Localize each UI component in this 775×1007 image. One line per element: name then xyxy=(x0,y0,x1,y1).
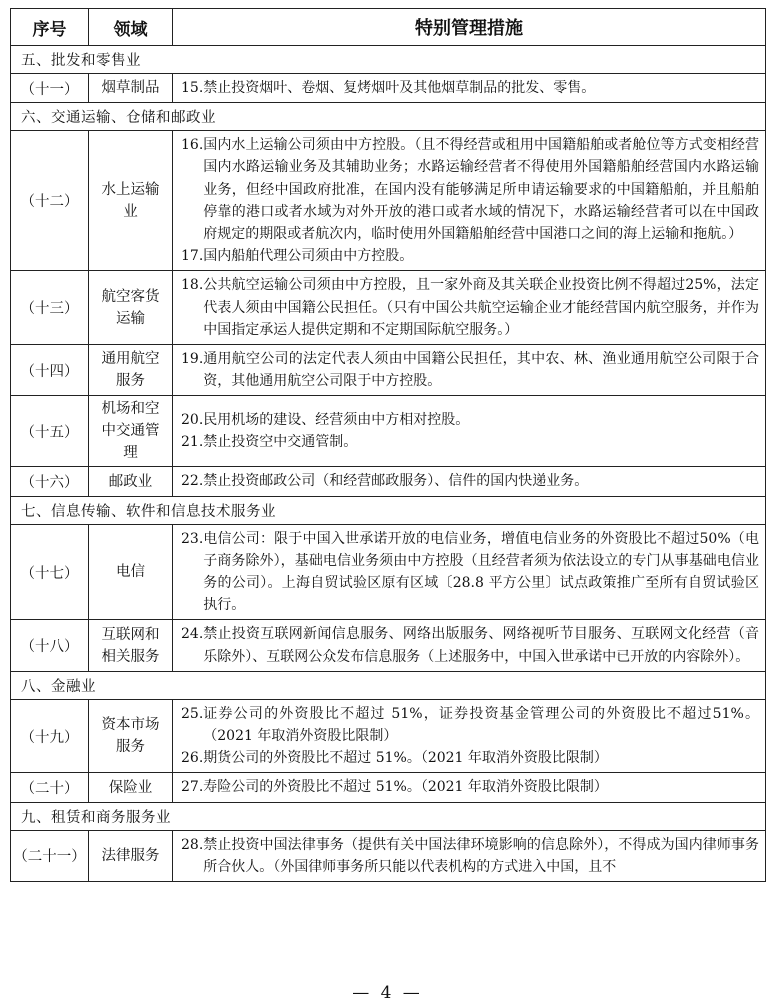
field-name: 通用航空服务 xyxy=(89,345,173,396)
measure-item xyxy=(181,409,759,431)
measure-number: 27. xyxy=(181,779,204,796)
measure-text: 通用航空公司的法定代表人须由中国籍公民担任，其中农、林、渔业通用航空公司限于合资，其他通用航空公司限于中方控股。 xyxy=(203,351,759,390)
header-serial: 序号 xyxy=(11,9,89,46)
field-name: 邮政业 xyxy=(89,467,173,496)
measures-cell xyxy=(173,345,766,396)
measure-text: 国内船舶代理公司须由中方控股。 xyxy=(203,248,414,265)
serial-number: （十八） xyxy=(11,620,89,671)
header-measures: 特别管理措施 xyxy=(173,9,766,46)
table-row xyxy=(11,271,766,345)
section-title: 六、交通运输、仓储和邮政业 xyxy=(11,103,766,131)
measures-cell xyxy=(173,467,766,496)
measure-number: 15. xyxy=(181,80,204,96)
measure-item xyxy=(181,77,759,99)
measure-number: 22. xyxy=(181,473,204,490)
serial-number: （十四） xyxy=(11,345,89,396)
field-name: 法律服务 xyxy=(89,830,173,881)
measure-text: 禁止投资邮政公司（和经营邮政服务）、信件的国内快递业务。 xyxy=(203,473,589,490)
measure-text: 禁止投资互联网新闻信息服务、网络出版服务、网络视听节目服务、互联网文化经营（音乐除外）、互联网公众发布信息服务（上述服务中，中国入世承诺中已开放的内容除外）。 xyxy=(203,626,759,665)
measure-text: 禁止投资空中交通管制。 xyxy=(203,434,358,451)
measure-text: 公共航空运输公司须由中方控股，且一家外商及其关联企业投资比例不得超过25%，法定代表人须由中国籍公民担任。（只有中国公共航空运输企业才能经营国内航空服务，并作为中国指定承运人提供定期和不定期国际航空服务。） xyxy=(203,277,759,338)
measure-number: 17. xyxy=(181,248,204,265)
table-row xyxy=(11,396,766,467)
page-number: — 4 — xyxy=(352,983,423,1003)
measures-cell xyxy=(173,699,766,773)
section-row xyxy=(11,103,766,131)
table-row xyxy=(11,74,766,103)
field-name: 互联网和相关服务 xyxy=(89,620,173,671)
measure-item xyxy=(181,134,759,245)
serial-number: （十二） xyxy=(11,131,89,271)
measure-number: 16. xyxy=(181,137,204,154)
table-row xyxy=(11,467,766,496)
section-title: 九、租赁和商务服务业 xyxy=(11,802,766,830)
measure-text: 民用机场的建设、经营须由中方相对控股。 xyxy=(203,412,470,429)
serial-number: （十九） xyxy=(11,699,89,773)
measure-item xyxy=(181,776,759,798)
measure-text: 禁止投资中国法律事务（提供有关中国法律环境影响的信息除外），不得成为国内律师事务所合伙人。（外国律师事务所只能以代表机构的方式进入中国，且不 xyxy=(203,836,759,875)
section-row xyxy=(11,802,766,830)
measure-item xyxy=(181,470,759,492)
measures-cell xyxy=(173,131,766,271)
measures-cell xyxy=(173,396,766,467)
measure-item xyxy=(181,431,759,453)
measures-cell xyxy=(173,271,766,345)
table-row xyxy=(11,345,766,396)
header-row xyxy=(11,9,766,46)
field-name: 资本市场服务 xyxy=(89,699,173,773)
measure-text: 电信公司：限于中国入世承诺开放的电信业务，增值电信业务的外资股比不超过50%（电子商务除外），基础电信业务须由中方控股（且经营者须为依法设立的专门从事基础电信业务的公司）。上海自贸试验区原有区域〔28.8 平方公里〕试点政策推广至所有自贸试验区执行。 xyxy=(203,530,759,614)
measure-number: 18. xyxy=(181,277,204,294)
serial-number: （十六） xyxy=(11,467,89,496)
serial-number: （十五） xyxy=(11,396,89,467)
measures-cell xyxy=(173,830,766,881)
measure-item xyxy=(181,834,759,878)
serial-number: （二十） xyxy=(11,773,89,802)
section-title: 七、信息传输、软件和信息技术服务业 xyxy=(11,496,766,524)
measure-text: 期货公司的外资股比不超过 51%。（2021 年取消外资股比限制） xyxy=(203,750,608,767)
measure-item xyxy=(181,747,759,769)
field-name: 机场和空中交通管理 xyxy=(89,396,173,467)
field-name: 电信 xyxy=(89,524,173,620)
measures-cell xyxy=(173,524,766,620)
serial-number: （二十一） xyxy=(11,830,89,881)
measure-item xyxy=(181,348,759,392)
table-row xyxy=(11,524,766,620)
measure-number: 21. xyxy=(181,434,204,451)
measure-item xyxy=(181,623,759,667)
measure-item xyxy=(181,274,759,341)
measure-number: 28. xyxy=(181,836,204,853)
field-name: 烟草制品 xyxy=(89,74,173,103)
serial-number: （十七） xyxy=(11,524,89,620)
measure-item xyxy=(181,245,759,267)
section-row xyxy=(11,671,766,699)
section-row xyxy=(11,496,766,524)
measure-number: 24. xyxy=(181,626,204,643)
measures-cell xyxy=(173,773,766,802)
measure-number: 25. xyxy=(181,705,204,722)
measure-text: 国内水上运输公司须由中方控股。（且不得经营或租用中国籍船舶或者舱位等方式变相经营国内水路运输业务及其辅助业务；水路运输经营者不得使用外国籍船舶经营国内水路运输业务，但经中国政府批准，在国内没有能够满足所申请运输要求的中国籍船舶，并且船舶停靠的港口或者水域为对外开放的港口或者水域的情况下，水路运输经营者可以在中国政府规定的期限或者航次内，临时使用外国籍船舶经营中国港口之间的海上运输和拖航。） xyxy=(203,137,759,243)
measure-item xyxy=(181,703,759,747)
measure-number: 20. xyxy=(181,412,204,429)
table-row xyxy=(11,131,766,271)
measure-text: 证券公司的外资股比不超过 51%，证券投资基金管理公司的外资股比不超过51%。（2021 年取消外资股比限制） xyxy=(203,705,759,745)
measure-text: 禁止投资烟叶、卷烟、复烤烟叶及其他烟草制品的批发、零售。 xyxy=(203,80,596,96)
serial-number: （十一） xyxy=(11,74,89,103)
serial-number: （十三） xyxy=(11,271,89,345)
table-row xyxy=(11,620,766,671)
section-title: 五、批发和零售业 xyxy=(11,46,766,74)
field-name: 航空客货运输 xyxy=(89,271,173,345)
table-row xyxy=(11,830,766,881)
measure-number: 23. xyxy=(181,530,204,547)
measures-table xyxy=(10,8,766,882)
measure-item xyxy=(181,528,759,617)
measures-cell xyxy=(173,74,766,103)
measure-number: 19. xyxy=(181,351,204,368)
field-name: 水上运输业 xyxy=(89,131,173,271)
section-row xyxy=(11,46,766,74)
table-row xyxy=(11,699,766,773)
field-name: 保险业 xyxy=(89,773,173,802)
measures-cell xyxy=(173,620,766,671)
measure-text: 寿险公司的外资股比不超过 51%。（2021 年取消外资股比限制） xyxy=(203,779,608,796)
section-title: 八、金融业 xyxy=(11,671,766,699)
header-field: 领域 xyxy=(89,9,173,46)
measure-number: 26. xyxy=(181,750,204,767)
table-row xyxy=(11,773,766,802)
